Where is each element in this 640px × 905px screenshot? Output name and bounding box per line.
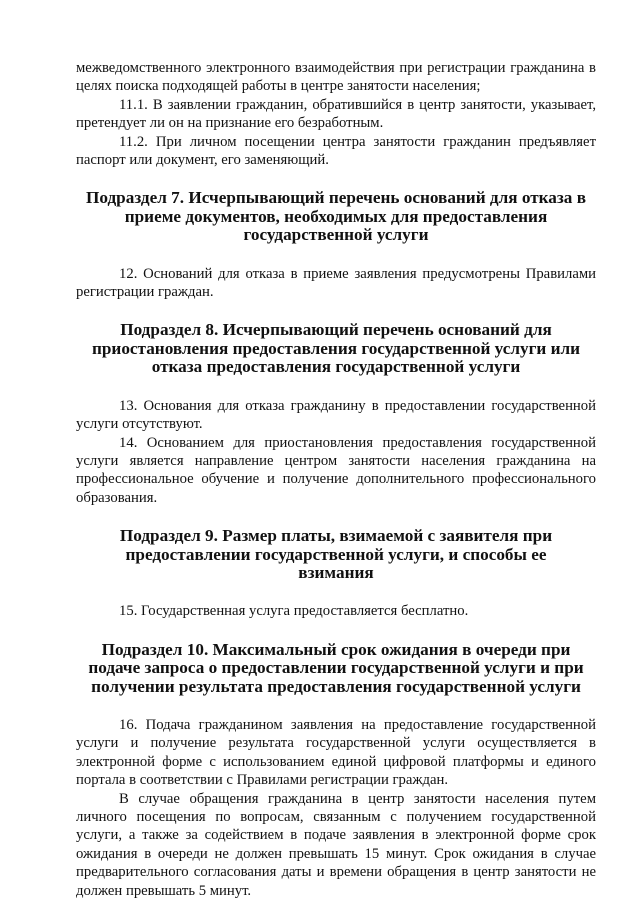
document-page: [76, 59, 596, 900]
subsection-7-heading: Подраздел 7. Исчерпывающий перечень оснований для отказа в приеме документов, необходимых для предоставления государственной услуги: [86, 188, 586, 245]
paragraph-12: 12. Оснований для отказа в приеме заявления предусмотрены Правилами регистрации граждан.: [76, 265, 596, 301]
paragraph-11-2: 11.2. При личном посещении центра занятости гражданин предъявляет паспорт или документ, его заменяющий.: [76, 133, 596, 169]
subsection-8-heading: Подраздел 8. Исчерпывающий перечень оснований для приостановления предоставления государственной услуги или отказа предоставления государственной услуги: [91, 320, 581, 377]
paragraph-11-1: 11.1. В заявлении гражданин, обратившийся в центр занятости, указывает, претендует ли он на признание его безработным.: [76, 96, 596, 132]
paragraph-waiting-time: В случае обращения гражданина в центр занятости населения путем личного посещения по вопросам, связанным с получением государственной услуги, а также за содействием в подаче заявления в электронной форме срок ожидания в очереди не должен превышать 15 минут. Срок ожидания в случае предварительного согласования даты и времени обращения в центр занятости не должен превышать 5 минут.: [76, 790, 596, 899]
paragraph-14: 14. Основанием для приостановления предоставления государственной услуги является направление центром занятости населения гражданина на профессиональное обучение и получение дополнительного профессионального образования.: [76, 434, 596, 506]
subsection-9-heading: Подраздел 9. Размер платы, взимаемой с заявителя при предоставлении государственной услуги, и способы ее взимания: [119, 526, 553, 582]
paragraph-13: 13. Основания для отказа гражданину в предоставлении государственной услуги отсутствуют.: [76, 397, 596, 433]
paragraph-interagency-registration: межведомственного электронного взаимодействия при регистрации гражданина в целях поиска подходящей работы в центре занятости населения;: [76, 60, 596, 95]
subsection-10-heading: Подраздел 10. Максимальный срок ожидания в очереди при подаче запроса о предоставлении государственной услуги и при получении результата предоставления государственной услуги: [88, 639, 584, 696]
paragraph-16: 16. Подача гражданином заявления на предоставление государственной услуги и получение результата государственной услуги осуществляется в электронной форме с использованием единой цифровой платформы и единого портала в соответствии с Правилами регистрации граждан.: [76, 716, 596, 789]
paragraph-15: 15. Государственная услуга предоставляется бесплатно.: [119, 603, 469, 620]
